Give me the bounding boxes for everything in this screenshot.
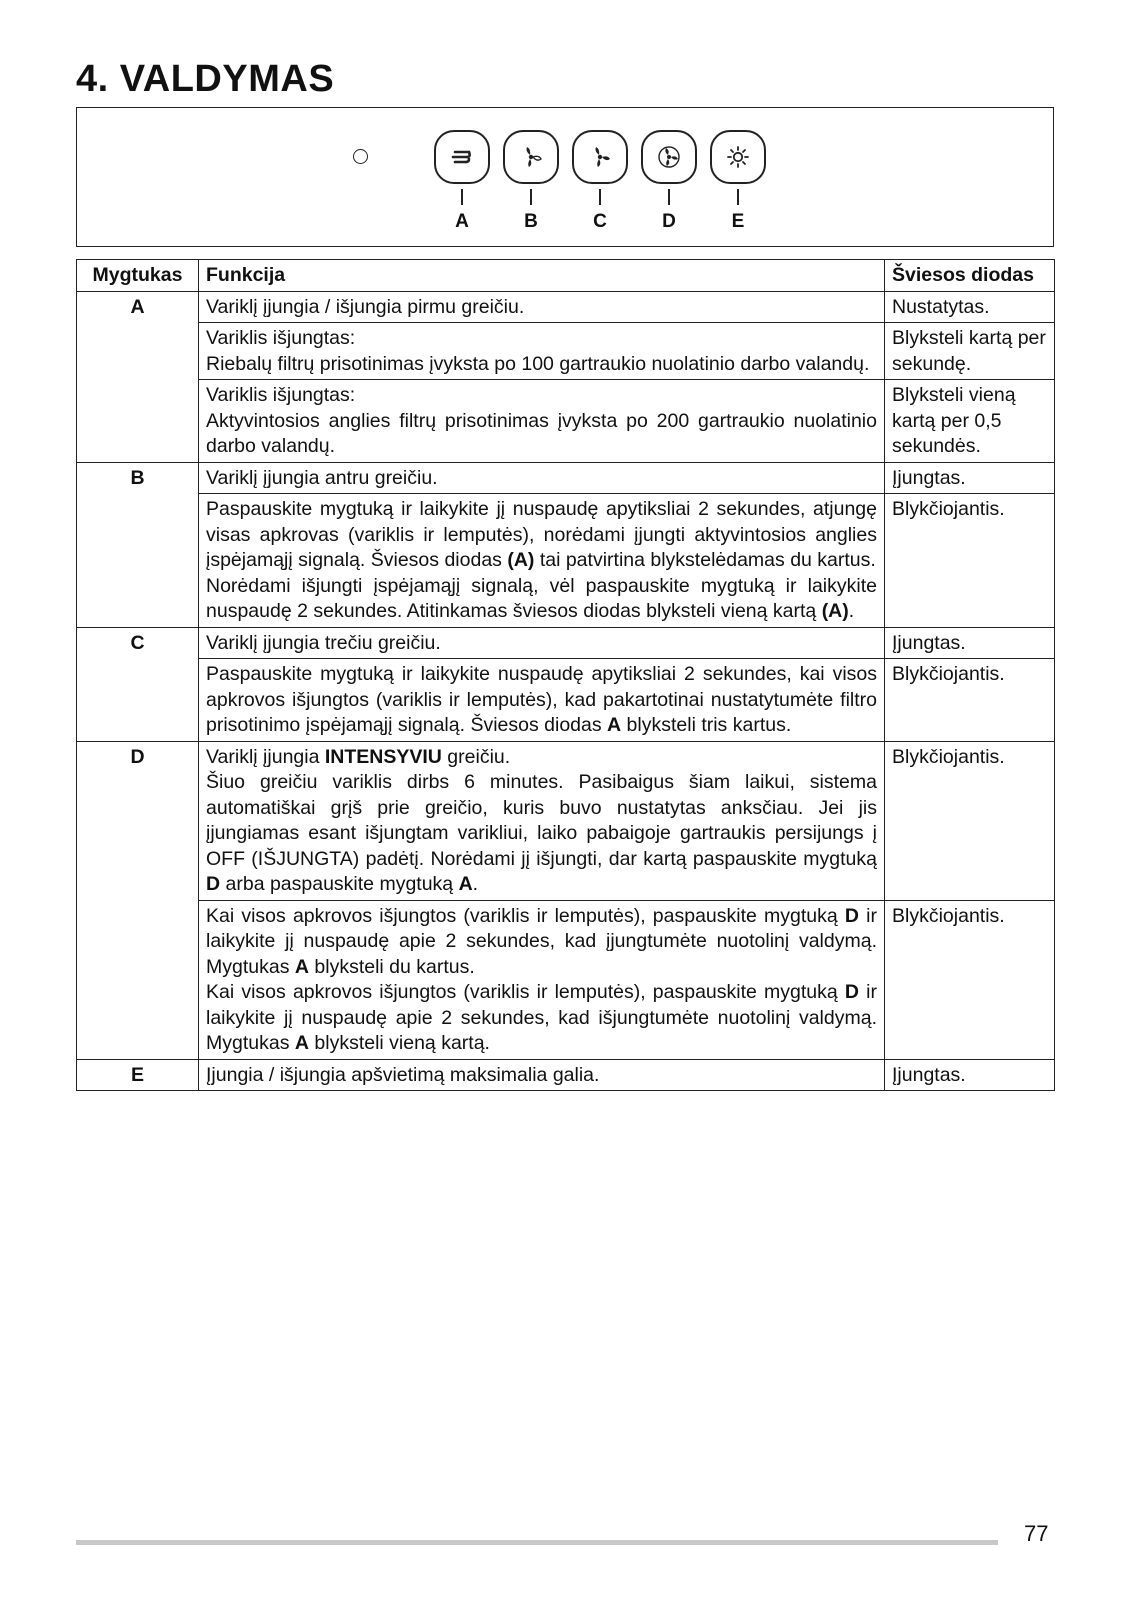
callout-line-c [599, 189, 601, 205]
function-text: Variklį įjungia trečiu greičiu. [206, 631, 441, 654]
led-cell: Blykčiojantis. [885, 659, 1055, 742]
led-cell: Blykčiojantis. [885, 900, 1055, 1059]
header-led: Šviesos diodas [885, 260, 1055, 292]
function-cell [199, 741, 885, 900]
function-cell [199, 900, 885, 1059]
function-paragraph [206, 466, 877, 492]
function-text: Paspauskite mygtuką ir laikykite jį nuspaudę apytiksliai 2 sekundes, atjungę visas apkrovas (variklis ir lemputės), norėdami įjungti aktyvintosios anglies įspėjamąjį signalą. Šviesos diodas [206, 498, 877, 571]
page-title: 4. VALDYMAS [76, 58, 335, 100]
button-cell [77, 380, 199, 463]
header-button: Mygtukas [77, 260, 199, 292]
led-cell: Įjungtas. [885, 1059, 1055, 1091]
function-paragraph [206, 1063, 877, 1089]
function-cell [199, 380, 885, 463]
function-cell [199, 323, 885, 380]
page-number: 77 [1024, 1521, 1049, 1546]
function-text-bold: INTENSYVIU [324, 745, 442, 768]
button-letter-e: E [731, 211, 745, 232]
button-letter-b: B [524, 211, 538, 232]
function-text-bold: A [294, 955, 309, 978]
button-a-grease-filter [434, 130, 490, 184]
function-text: greičiu. [441, 745, 511, 768]
callout-line-a [461, 189, 463, 205]
button-letter-d: D [662, 211, 676, 232]
table-row [77, 323, 1055, 380]
function-text-bold: D [844, 981, 859, 1003]
function-text: Variklį įjungia antru greičiu. [206, 466, 438, 489]
function-text: Kai visos apkrovos išjungtos (variklis ir lemputės), paspauskite mygtuką [206, 981, 845, 1003]
function-text: blyksteli du kartus. [308, 955, 475, 978]
function-text: Įjungia / išjungia apšvietimą maksimalia galia. [206, 1063, 600, 1086]
button-e-light [710, 130, 766, 184]
table-row [77, 659, 1055, 742]
button-cell: D [77, 741, 199, 900]
function-paragraph [206, 295, 877, 321]
button-cell: B [77, 462, 199, 494]
callout-line-b [530, 189, 532, 205]
function-text: blyksteli vieną kartą. [308, 1032, 490, 1054]
table-row [77, 494, 1055, 628]
function-paragraph [206, 631, 877, 657]
footer-rule [76, 1540, 998, 1545]
button-cell [77, 323, 199, 380]
fan-speed-2-icon [587, 144, 613, 170]
table-row [77, 291, 1055, 323]
led-cell: Blyksteli kartą per sekundę. [885, 323, 1055, 380]
function-text: Šiuo greičiu variklis dirbs 6 minutes. Pasibaigus šiam laikui, sistema automatiškai grįš prie greičio, kuris buvo nustatytas anksčiau. Jei jis įjungiamas esant išjungtam varikliui, laiko pabaigoje gartraukis persijungs į OFF (IŠJUNGTA) padėtį. Norėdami jį išjungti, dar kartą paspauskite mygtuką [206, 771, 877, 870]
grease-filter-icon [449, 144, 475, 170]
function-text: . [848, 600, 855, 622]
function-text: . [472, 873, 479, 895]
button-cell [77, 900, 199, 1059]
table-body [77, 291, 1055, 1091]
callout-line-d [668, 189, 670, 205]
button-cell [77, 659, 199, 742]
function-paragraph [206, 980, 877, 1057]
led-cell: Blykčiojantis. [885, 741, 1055, 900]
fan-speed-1-icon [518, 144, 544, 170]
function-text: Variklis išjungtas: [206, 327, 356, 349]
function-text: tai patvirtina blykstelėdamas du kartus. [534, 549, 876, 571]
function-text: Paspauskite mygtuką ir laikykite nuspaudę apytiksliai 2 sekundes, kai visos apkrovos išjungtos (variklis ir lemputės), kad pakartotinai nustatytumėte filtro prisotinimo įspėjamąjį signalą. Šviesos diodas [206, 663, 877, 736]
button-letter-c: C [593, 211, 607, 232]
function-cell [199, 659, 885, 742]
control-panel-diagram [76, 107, 1054, 247]
table-row [77, 462, 1055, 494]
power-led-indicator [353, 149, 368, 164]
function-text: Norėdami išjungti įspėjamąjį signalą, vėl paspauskite mygtuką ir laikykite nuspaudę 2 sekundes. Atitinkamas šviesos diodas blyksteli vieną kartą [206, 574, 877, 622]
function-text: ir laikykite jį nuspaudę apie 2 sekundes, kad įjungtumėte nuotolinį valdymą. Mygtukas [206, 904, 877, 978]
button-letter-a: A [455, 211, 469, 232]
button-c-speed-2 [572, 130, 628, 184]
function-paragraph [206, 904, 877, 981]
function-text-bold: A [458, 873, 473, 895]
function-paragraph [206, 497, 877, 574]
function-table [76, 259, 1055, 1091]
function-cell [199, 291, 885, 323]
function-text-bold: (A) [507, 549, 535, 571]
function-cell [199, 494, 885, 628]
function-text-bold: A [607, 714, 622, 736]
table-row [77, 627, 1055, 659]
function-text: Variklis išjungtas: [206, 384, 356, 406]
led-cell: Įjungtas. [885, 462, 1055, 494]
function-text-bold: (A) [821, 600, 849, 622]
function-text: blyksteli tris kartus. [621, 714, 792, 736]
function-paragraph [206, 770, 877, 898]
function-text-bold: D [844, 904, 859, 927]
led-cell: Blyksteli vieną kartą per 0,5 sekundės. [885, 380, 1055, 463]
led-cell: Blykčiojantis. [885, 494, 1055, 628]
button-cell: E [77, 1059, 199, 1091]
light-icon [725, 144, 751, 170]
function-cell [199, 627, 885, 659]
button-cell [77, 494, 199, 628]
function-paragraph [206, 383, 877, 409]
function-paragraph [206, 745, 877, 771]
led-cell: Įjungtas. [885, 627, 1055, 659]
function-text: Riebalų filtrų prisotinimas įvyksta po 100 gartraukio nuolatinio darbo valandų. [206, 352, 870, 375]
button-d-intensive [641, 130, 697, 184]
function-text: Variklį įjungia / išjungia pirmu greičiu. [206, 295, 525, 318]
function-text: ir laikykite jį nuspaudę apie 2 sekundes, kad išjungtumėte nuotolinį valdymą. Mygtukas [206, 981, 877, 1054]
function-cell [199, 1059, 885, 1091]
function-text-bold: D [206, 873, 221, 895]
function-text: Kai visos apkrovos išjungtos (variklis ir lemputės), paspauskite mygtuką [206, 904, 845, 927]
function-paragraph [206, 352, 877, 378]
header-function: Funkcija [199, 260, 885, 292]
table-row [77, 380, 1055, 463]
function-text-bold: A [294, 1032, 309, 1054]
function-paragraph [206, 574, 877, 625]
table-row [77, 900, 1055, 1059]
function-cell [199, 462, 885, 494]
function-text: Aktyvintosios anglies filtrų prisotinimas įvyksta po 200 gartraukio nuolatinio darbo valandų. [206, 409, 877, 457]
led-cell: Nustatytas. [885, 291, 1055, 323]
button-cell: A [77, 291, 199, 323]
function-paragraph [206, 662, 877, 739]
function-paragraph [206, 326, 877, 352]
table-header-row [77, 260, 1055, 292]
table-row [77, 1059, 1055, 1091]
function-text: Variklį įjungia [206, 745, 325, 768]
fan-intensive-icon [656, 144, 682, 170]
callout-line-e [737, 189, 739, 205]
function-paragraph [206, 409, 877, 460]
button-b-speed-1 [503, 130, 559, 184]
function-text: arba paspauskite mygtuką [220, 873, 459, 895]
table-row [77, 741, 1055, 900]
button-cell: C [77, 627, 199, 659]
